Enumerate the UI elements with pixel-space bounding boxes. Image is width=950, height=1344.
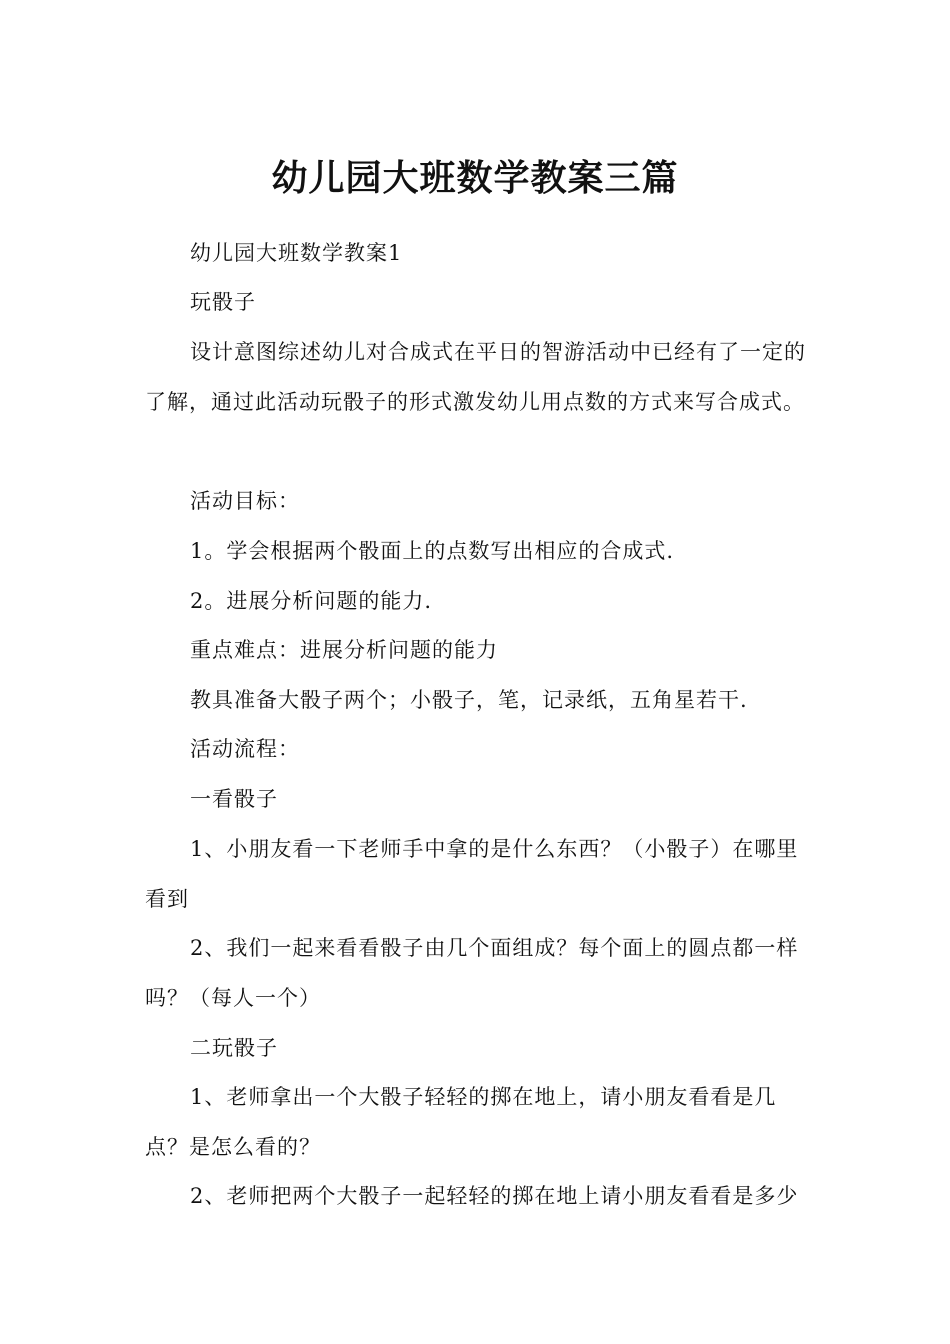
paragraph-section-play: 二玩骰子 <box>190 1036 278 1060</box>
paragraph-materials: 教具准备大骰子两个；小骰子，笔，记录纸，五角星若干. <box>190 688 748 712</box>
paragraph-goals-heading: 活动目标： <box>190 489 300 513</box>
paragraph-look-step-1: 1、小朋友看一下老师手中拿的是什么东西？（小骰子）在哪里看到 <box>145 837 799 911</box>
paragraph-play-step-2: 2、老师把两个大骰子一起轻轻的掷在地上请小朋友看看是多少 <box>190 1184 799 1208</box>
paragraph-plan-heading: 幼儿园大班数学教案1 <box>190 241 403 265</box>
paragraph-goal-1: 1。学会根据两个骰面上的点数写出相应的合成式. <box>190 539 675 563</box>
paragraph-goal-2: 2。进展分析问题的能力. <box>190 589 433 613</box>
document-title: 幼儿园大班数学教案三篇 <box>271 157 679 200</box>
paragraph-look-step-2: 2、我们一起来看看骰子由几个面组成？每个面上的圆点都一样吗？（每人一个） <box>145 936 799 1010</box>
paragraph-key-points: 重点难点：进展分析问题的能力 <box>190 638 498 662</box>
paragraph-activity-name: 玩骰子 <box>190 290 256 314</box>
paragraph-section-look: 一看骰子 <box>190 787 278 811</box>
paragraph-design-intent: 设计意图综述幼儿对合成式在平日的智游活动中已经有了一定的了解，通过此活动玩骰子的形式激发幼儿用点数的方式来写合成式。 <box>145 340 806 414</box>
paragraph-play-step-1: 1、老师拿出一个大骰子轻轻的掷在地上，请小朋友看看是几点？是怎么看的？ <box>145 1085 777 1159</box>
paragraph-process-heading: 活动流程： <box>190 737 300 761</box>
